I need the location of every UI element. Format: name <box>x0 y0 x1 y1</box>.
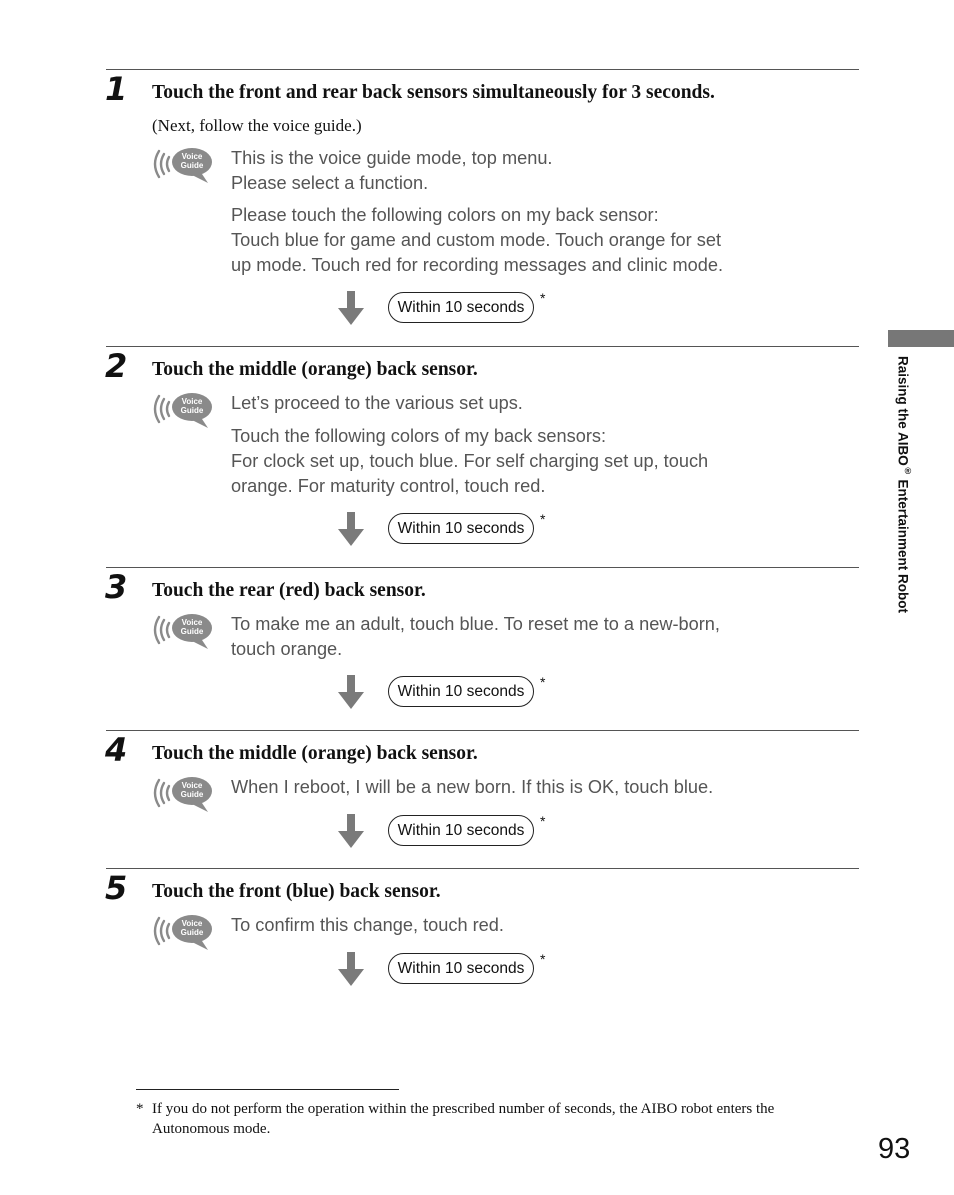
voice-guide-icon-label: Guide <box>180 627 204 636</box>
footnote-marker: * <box>540 813 546 829</box>
step-note: (Next, follow the voice guide.) <box>152 116 362 135</box>
down-arrow-icon <box>338 512 364 548</box>
step-divider <box>106 868 859 869</box>
footnote-mark: * <box>136 1101 144 1117</box>
footnote-marker: * <box>540 674 546 690</box>
step-divider <box>106 69 859 70</box>
footnote-marker: * <box>540 511 546 527</box>
step-1 <box>0 69 954 316</box>
voice-guide-icon <box>150 611 214 651</box>
chapter-label-end: Entertainment Robot <box>895 475 911 614</box>
chapter-tab <box>888 330 954 347</box>
step-title: Touch the front and rear back sensors simultaneously for 3 seconds. <box>152 82 715 103</box>
down-arrow-icon <box>338 291 364 327</box>
step-divider <box>106 730 859 731</box>
chapter-label <box>895 356 918 676</box>
page-number: 93 <box>878 1133 911 1165</box>
timer-label: Within 10 seconds <box>388 513 534 544</box>
timer-label: Within 10 seconds <box>388 815 534 846</box>
step-number: 4 <box>105 731 128 769</box>
voice-guide-text: Please touch the following colors on my back sensor: Touch blue for game and custom mode. Touch orange for set up mode. Touch red for recording messages and clinic mode. <box>231 205 724 275</box>
footnote-divider <box>136 1089 399 1090</box>
voice-guide-icon-label: Voice <box>181 781 203 790</box>
step-title: Touch the middle (orange) back sensor. <box>152 743 478 764</box>
voice-guide-text: To make me an adult, touch blue. To reset me to a new-born, touch orange. <box>231 614 720 659</box>
step-title: Touch the rear (red) back sensor. <box>152 580 426 601</box>
voice-guide-icon-label: Voice <box>181 152 203 161</box>
voice-guide-icon-label: Guide <box>180 406 204 415</box>
voice-guide-icon-label: Voice <box>181 397 203 406</box>
down-arrow-icon <box>338 952 364 988</box>
voice-guide-icon-label: Voice <box>181 919 203 928</box>
timer-label: Within 10 seconds <box>388 292 534 323</box>
voice-guide-icon-label: Guide <box>180 161 204 170</box>
voice-guide-icon-label: Guide <box>180 790 204 799</box>
voice-guide-text: Touch the following colors of my back sensors: For clock set up, touch blue. For self charging set up, touch orange. For maturity control, touch red. <box>231 426 709 496</box>
step-title: Touch the middle (orange) back sensor. <box>152 359 478 380</box>
voice-guide-icon-label: Voice <box>181 618 203 627</box>
chapter-label-start: Raising the AIBO <box>895 356 911 466</box>
voice-guide-icon <box>150 390 214 430</box>
voice-guide-text: This is the voice guide mode, top menu. Please select a function. <box>231 148 553 193</box>
voice-guide-icon <box>150 774 214 814</box>
voice-guide-icon <box>150 145 214 185</box>
step-divider <box>106 567 859 568</box>
step-number: 5 <box>105 869 128 907</box>
step-number: 3 <box>105 568 128 606</box>
step-5 <box>0 868 954 1108</box>
voice-guide-text: To confirm this change, touch red. <box>231 915 504 935</box>
down-arrow-icon <box>338 675 364 711</box>
step-divider <box>106 346 859 347</box>
down-arrow-icon <box>338 814 364 850</box>
footnote-marker: * <box>540 290 546 306</box>
footnote-text: If you do not perform the operation within the prescribed number of seconds, the AIBO robot enters the Autonomous mode. <box>152 1101 775 1137</box>
step-title: Touch the front (blue) back sensor. <box>152 881 441 902</box>
step-2 <box>0 346 954 586</box>
voice-guide-text: When I reboot, I will be a new born. If this is OK, touch blue. <box>231 777 714 797</box>
registered-mark: ® <box>903 465 913 476</box>
timer-label: Within 10 seconds <box>388 953 534 984</box>
voice-guide-icon-label: Guide <box>180 928 204 937</box>
step-number: 1 <box>105 70 128 108</box>
step-number: 2 <box>105 347 128 385</box>
footnote-marker: * <box>540 951 546 967</box>
timer-label: Within 10 seconds <box>388 676 534 707</box>
voice-guide-text: Let’s proceed to the various set ups. <box>231 393 523 413</box>
voice-guide-icon <box>150 912 214 952</box>
